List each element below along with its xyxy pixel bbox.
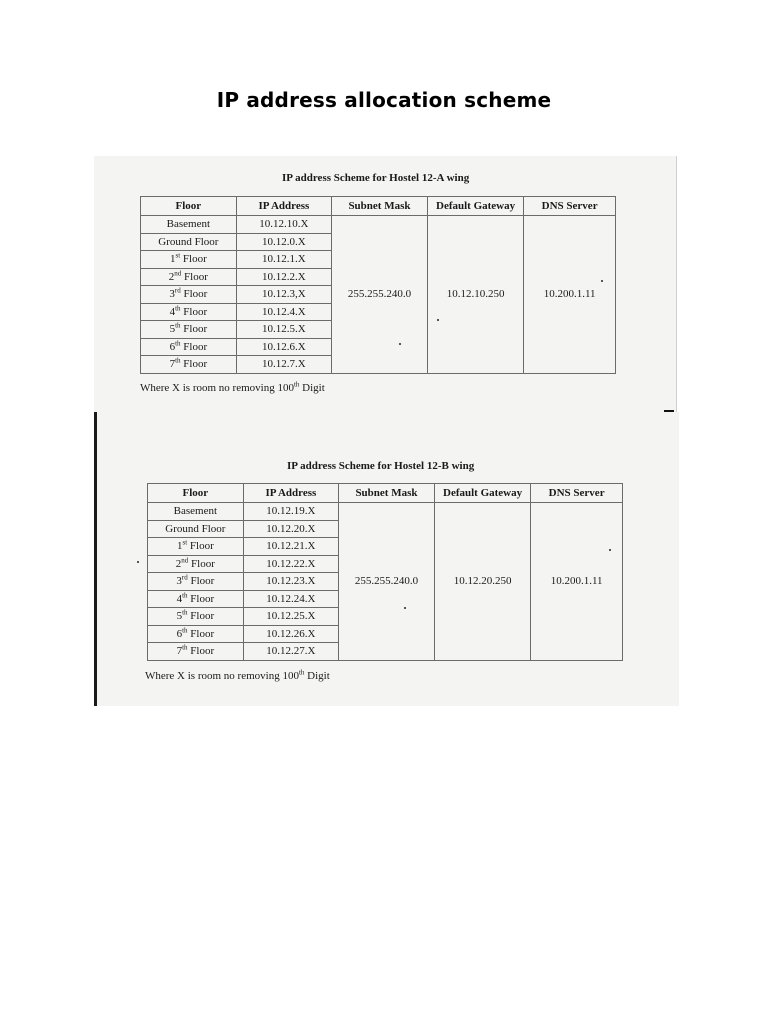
ip-cell: 10.12.5.X xyxy=(236,321,331,339)
header-ip-address: IP Address xyxy=(243,484,338,503)
ip-cell: 10.12.10.X xyxy=(236,216,331,234)
header-dns-server: DNS Server xyxy=(524,197,616,216)
floor-cell: 7th Floor xyxy=(141,356,237,374)
header-floor: Floor xyxy=(141,197,237,216)
table-header-row xyxy=(148,484,623,503)
ip-table-12a xyxy=(140,196,616,374)
page-title: IP address allocation scheme xyxy=(216,88,552,112)
room-number-note-12b: Where X is room no removing 100th Digit xyxy=(145,668,330,682)
floor-cell: Ground Floor xyxy=(141,233,237,251)
floor-cell: Basement xyxy=(148,503,244,521)
ip-cell: 10.12.22.X xyxy=(243,555,338,573)
header-default-gateway: Default Gateway xyxy=(427,197,523,216)
floor-cell: 5th Floor xyxy=(148,608,244,626)
floor-cell: 2nd Floor xyxy=(141,268,237,286)
scan-speck xyxy=(137,561,139,563)
scan-speck xyxy=(399,343,401,345)
ip-cell: 10.12.19.X xyxy=(243,503,338,521)
floor-cell: 2nd Floor xyxy=(148,555,244,573)
header-subnet-mask: Subnet Mask xyxy=(339,484,435,503)
scheme-caption-12a: IP address Scheme for Hostel 12-A wing xyxy=(282,172,470,184)
floor-cell: 4th Floor xyxy=(148,590,244,608)
ip-cell: 10.12.0.X xyxy=(236,233,331,251)
header-dns-server: DNS Server xyxy=(531,484,623,503)
floor-cell: 5th Floor xyxy=(141,321,237,339)
scan-speck xyxy=(609,549,611,551)
ip-cell: 10.12.4.X xyxy=(236,303,331,321)
table-row xyxy=(141,216,616,234)
floor-cell: 1st Floor xyxy=(148,538,244,556)
floor-cell: 4th Floor xyxy=(141,303,237,321)
table-header-row xyxy=(141,197,616,216)
scan-speck xyxy=(404,607,406,609)
header-ip-address: IP Address xyxy=(236,197,331,216)
scheme-caption-12b: IP address Scheme for Hostel 12-B wing xyxy=(287,460,475,472)
scanned-table-12a xyxy=(94,156,677,412)
ip-cell: 10.12.7.X xyxy=(236,356,331,374)
ip-table-12b xyxy=(147,483,623,661)
ip-cell: 10.12.1.X xyxy=(236,251,331,269)
ip-cell: 10.12.27.X xyxy=(243,643,338,661)
floor-cell: 6th Floor xyxy=(148,625,244,643)
dns-server-cell: 10.200.1.11 xyxy=(531,503,623,661)
floor-cell: 1st Floor xyxy=(141,251,237,269)
ip-cell: 10.12.23.X xyxy=(243,573,338,591)
ip-cell: 10.12.24.X xyxy=(243,590,338,608)
scan-speck xyxy=(601,280,603,282)
subnet-mask-cell: 255.255.240.0 xyxy=(332,216,428,374)
default-gateway-cell: 10.12.20.250 xyxy=(434,503,530,661)
floor-cell: 6th Floor xyxy=(141,338,237,356)
ip-cell: 10.12.2.X xyxy=(236,268,331,286)
header-floor: Floor xyxy=(148,484,244,503)
scan-speck xyxy=(437,319,439,321)
floor-cell: 3rd Floor xyxy=(148,573,244,591)
floor-cell: 7th Floor xyxy=(148,643,244,661)
floor-cell: Ground Floor xyxy=(148,520,244,538)
scanned-table-12b xyxy=(94,412,679,706)
header-default-gateway: Default Gateway xyxy=(434,484,530,503)
ip-cell: 10.12.26.X xyxy=(243,625,338,643)
dns-server-cell: 10.200.1.11 xyxy=(524,216,616,374)
ip-cell: 10.12.6.X xyxy=(236,338,331,356)
floor-cell: Basement xyxy=(141,216,237,234)
ip-cell: 10.12.3,X xyxy=(236,286,331,304)
ip-cell: 10.12.21.X xyxy=(243,538,338,556)
table-row xyxy=(148,503,623,521)
floor-cell: 3rd Floor xyxy=(141,286,237,304)
subnet-mask-cell: 255.255.240.0 xyxy=(339,503,435,661)
header-subnet-mask: Subnet Mask xyxy=(332,197,428,216)
ip-cell: 10.12.25.X xyxy=(243,608,338,626)
default-gateway-cell: 10.12.10.250 xyxy=(427,216,523,374)
room-number-note-12a: Where X is room no removing 100th Digit xyxy=(140,380,325,394)
ip-cell: 10.12.20.X xyxy=(243,520,338,538)
